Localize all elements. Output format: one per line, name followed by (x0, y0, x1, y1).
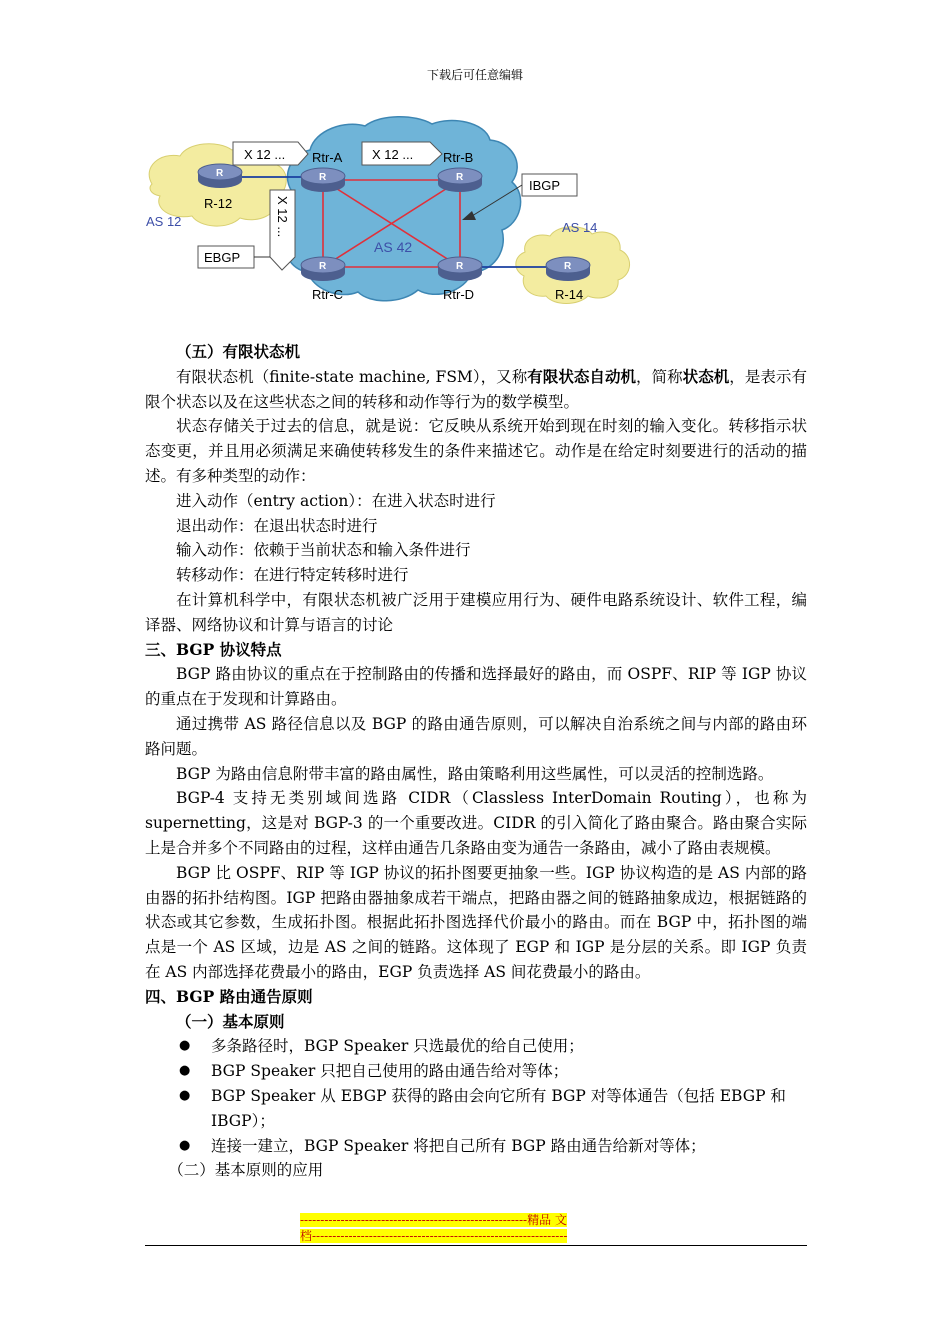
fsm-action-exit: 退出动作：在退出状态时进行 (176, 516, 378, 535)
svg-text:X 12 ...: X 12 ... (372, 147, 414, 162)
router-rtr-b-icon (438, 168, 482, 192)
svg-text:X 12 ...: X 12 ... (244, 147, 286, 162)
section-3-paragraph-2: 通过携带 AS 路径信息以及 BGP 的路由通告原则，可以解决自治系统之间与内部的路由环路问题。 (145, 714, 807, 758)
router-r14-icon (546, 257, 590, 281)
basic-principles-list (145, 1034, 807, 1158)
router-rtr-c-icon (301, 257, 345, 281)
svg-text:R: R (216, 168, 224, 179)
fsm-paragraph-2: 状态存储关于过去的信息，就是说：它反映从系统开始到现在时刻的输入变化。转移指示状态变更，并且用必须满足来确使转移发生的条件来描述它。动作是在给定时刻要进行的活动的描述。有多种类型的动作： (145, 417, 807, 485)
fsm-paragraph-1: 有限状态机（finite-state machine, FSM），又称有限状态自动机，简称状态机，是表示有限个状态以及在这些状态之间的转移和动作等行为的数学模型。 (145, 366, 807, 411)
section-4-subheading-2: （二）基本原则的应用 (168, 1161, 324, 1180)
document-body (145, 340, 807, 1183)
list-item: ● BGP Speaker 只把自己使用的路由通告给对等体； (145, 1059, 807, 1084)
svg-text:R: R (319, 172, 327, 183)
list-item: ● 多条路径时，BGP Speaker 只选最优的给自己使用； (145, 1034, 807, 1059)
section-4-heading: 四、BGP 路由通告原则 (145, 986, 313, 1006)
label-rtr-d: Rtr-D (443, 287, 475, 302)
svg-text:R: R (456, 172, 464, 183)
svg-text:IBGP: IBGP (529, 178, 561, 193)
footer-watermark (300, 1212, 650, 1244)
bullet-icon: ● (179, 1038, 191, 1054)
label-as14: AS 14 (562, 220, 598, 235)
section-3-heading: 三、BGP 协议特点 (145, 639, 282, 659)
svg-text:EBGP: EBGP (204, 250, 241, 265)
x12-label-box-vertical (270, 190, 295, 270)
label-as42: AS 42 (374, 239, 413, 255)
x12-label-box-mid (362, 142, 442, 165)
bgp-topology-diagram (140, 112, 660, 317)
fsm-action-entry: 进入动作（entry action）：在进入状态时进行 (176, 491, 496, 510)
list-item: ● 连接一建立，BGP Speaker 将把自己所有 BGP 路由通告给新对等体； (145, 1134, 807, 1159)
list-item: ● BGP Speaker 从 EBGP 获得的路由会向它所有 BGP 对等体通告（包括 EBGP 和 IBGP）； (145, 1084, 807, 1134)
label-rtr-a: Rtr-A (312, 150, 343, 165)
label-rtr-c: Rtr-C (312, 287, 344, 302)
label-r14: R-14 (555, 287, 584, 302)
fsm-action-input: 输入动作：依赖于当前状态和输入条件进行 (176, 541, 471, 560)
svg-text:R: R (319, 261, 327, 272)
bullet-icon: ● (179, 1137, 191, 1153)
label-rtr-b: Rtr-B (443, 150, 474, 165)
footer-mark-line-2: 档--------------------------------------------------------------- (300, 1229, 568, 1243)
svg-text:R: R (564, 261, 572, 272)
section-3-paragraph-4: BGP-4 支持无类别域间选路 CIDR（Classless InterDomain Routing），也称为 supernetting，这是对 BGP-3 的一个重要改进。CIDR 的引入简化了路由聚合。路由聚合实际上是合并多个不同路由的过程，这样由通告几条路由变为通告一条路由，减小了路由表规模。 (145, 789, 807, 857)
x12-label-box-left (233, 142, 308, 165)
router-rtr-d-icon (438, 257, 482, 281)
bullet-icon: ● (179, 1087, 191, 1103)
section-3-paragraph-5: BGP 比 OSPF、RIP 等 IGP 协议的拓扑图要更抽象一些。IGP 协议构造的是 AS 内部的路由器的拓扑结构图。IGP 把路由器抽象成若干端点，把路由器之间的链路抽象成边，根据链路的状态或其它参数，生成拓扑图。根据此拓扑图选择代价最小的路由。而在 BGP 中，拓扑图的端点是一个 AS 区域，边是 AS 之间的链路。这体现了 EGP 和 IGP 是分层的关系。即 IGP 负责在 AS 内部选择花费最小的路由，EGP 负责选择 AS 间花费最小的路由。 (145, 863, 807, 981)
fsm-action-transition: 转移动作：在进行特定转移时进行 (176, 566, 409, 585)
section-4-subheading-1: （一）基本原则 (176, 1011, 285, 1031)
footer-mark-line-1: --------------------------------------------------------精品 文 (300, 1213, 567, 1227)
label-as12: AS 12 (146, 214, 182, 229)
ebgp-label-box (198, 246, 270, 268)
label-r12: R-12 (204, 196, 233, 211)
section-3-paragraph-3: BGP 为路由信息附带丰富的路由属性，路由策略利用这些属性，可以灵活的控制选路。 (176, 764, 774, 783)
svg-text:R: R (456, 261, 464, 272)
bullet-icon: ● (179, 1063, 191, 1079)
section-3-paragraph-1: BGP 路由协议的重点在于控制路由的传播和选择最好的路由，而 OSPF、RIP 等 IGP 协议的重点在于发现和计算路由。 (145, 665, 807, 709)
fsm-paragraph-3: 在计算机科学中，有限状态机被广泛用于建模应用行为、硬件电路系统设计、软件工程，编译器、网络协议和计算与语言的讨论 (145, 590, 807, 634)
router-r12-icon (198, 164, 242, 188)
fsm-heading: （五）有限状态机 (176, 342, 301, 361)
footer-divider (145, 1245, 807, 1246)
svg-text:X 12 ...: X 12 ... (275, 196, 290, 238)
page-header-note: 下载后可任意编辑 (426, 68, 523, 82)
router-rtr-a-icon (301, 168, 345, 192)
